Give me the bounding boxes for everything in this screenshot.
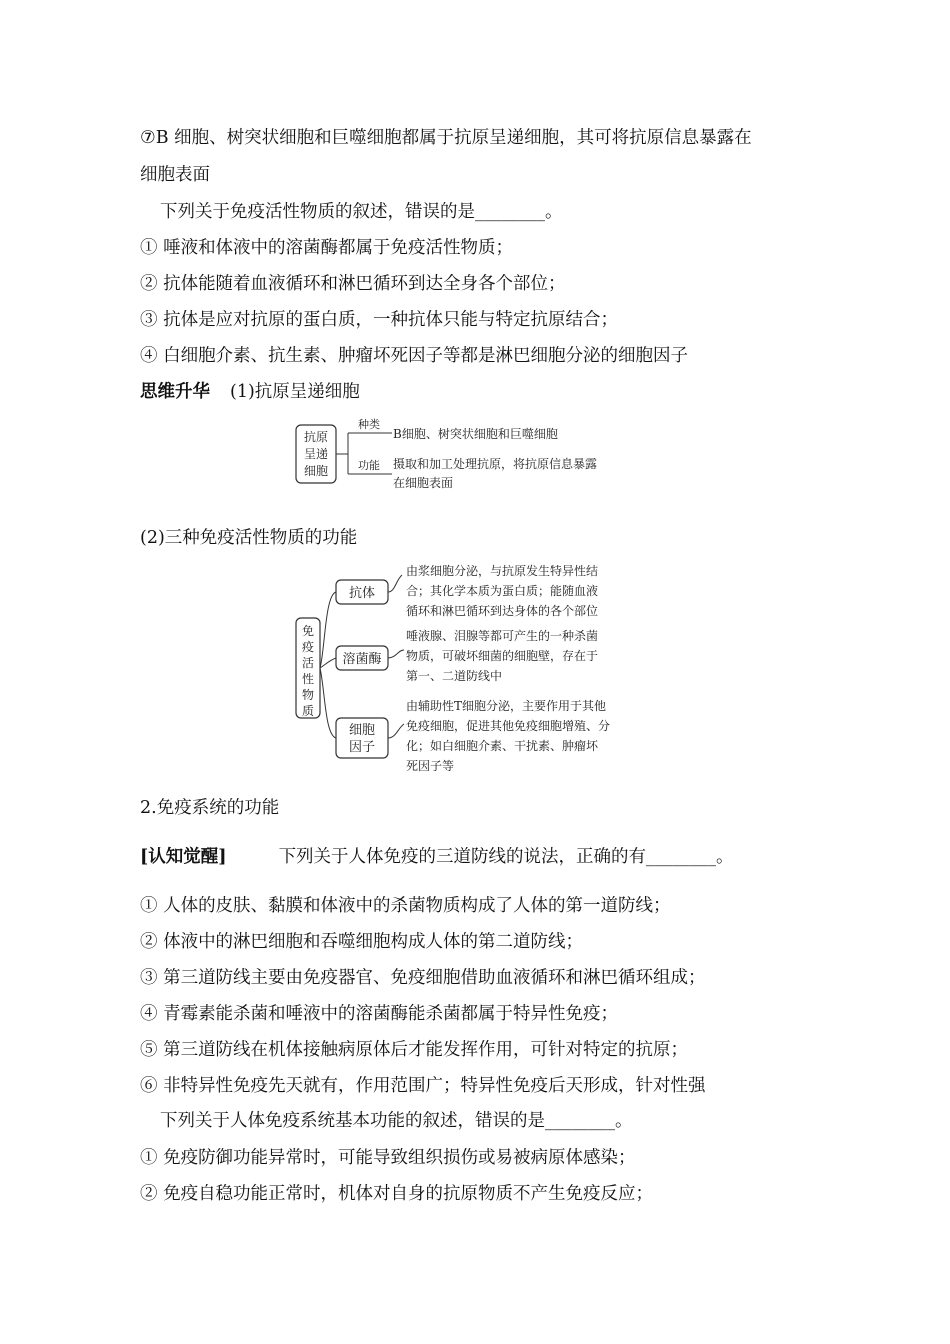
question-immune-substances: 下列关于免疫活性物质的叙述，错误的是________。 bbox=[160, 202, 563, 222]
defense-option-2: ② 体液中的淋巴细胞和吞噬细胞构成人体的第二道防线； bbox=[140, 932, 584, 952]
cytokine-arrow bbox=[388, 724, 404, 738]
diagram-immune-active-substances bbox=[296, 563, 610, 773]
option-1: ① 唾液和体液中的溶菌酶都属于免疫活性物质； bbox=[140, 238, 514, 258]
item7-line1: ⑦B 细胞、树突状细胞和巨噬细胞都属于抗原呈递细胞，其可将抗原信息暴露在 bbox=[140, 128, 752, 148]
cytokine-desc-line2: 免疫细胞，促进其他免疫细胞增殖、分 bbox=[406, 719, 611, 733]
diagram1-root-line2: 呈递 bbox=[303, 447, 329, 461]
diagram2-connector-lysozyme bbox=[320, 658, 336, 668]
function-option-2: ② 免疫自稳功能正常时，机体对自身的抗原物质不产生免疫反应； bbox=[140, 1184, 654, 1204]
thinking-label: 思维升华 bbox=[140, 382, 210, 402]
diagram2-root-char5: 物 bbox=[301, 688, 315, 702]
lysozyme-label: 溶菌酶 bbox=[342, 652, 382, 667]
thinking-sub1: (1)抗原呈递细胞 bbox=[230, 382, 360, 402]
cytokine-label-line1: 细胞 bbox=[348, 723, 376, 738]
cytokine-label-line2: 因子 bbox=[348, 740, 376, 755]
diagram1-branch2-line2: 在细胞表面 bbox=[393, 476, 454, 490]
antibody-label: 抗体 bbox=[348, 586, 376, 601]
item7-line2: 细胞表面 bbox=[140, 165, 210, 185]
cognition-tag: [认知觉醒] bbox=[140, 847, 227, 867]
defense-option-5: ⑤ 第三道防线在机体接触病原体后才能发挥作用，可针对特定的抗原； bbox=[140, 1040, 689, 1060]
diagram1-branch2-line1: 摄取和加工处理抗原，将抗原信息暴露 bbox=[393, 457, 598, 471]
diagram1-branch1-text: B细胞、树突状细胞和巨噬细胞 bbox=[393, 427, 558, 441]
diagram2-connector-cytokine bbox=[320, 668, 336, 738]
diagram2-connector-antibody bbox=[320, 592, 336, 668]
option-4: ④ 白细胞介素、抗生素、肿瘤坏死因子等都是淋巴细胞分泌的细胞因子 bbox=[140, 346, 689, 366]
diagram1-root-line3: 细胞 bbox=[303, 464, 329, 478]
defense-option-3: ③ 第三道防线主要由免疫器官、免疫细胞借助血液循环和淋巴循环组成； bbox=[140, 968, 706, 988]
lysozyme-desc-line1: 唾液腺、泪腺等都可产生的一种杀菌 bbox=[406, 629, 599, 643]
cytokine-desc-line3: 化；如白细胞介素、干扰素、肿瘤坏 bbox=[406, 739, 599, 753]
antibody-arrow bbox=[388, 575, 402, 592]
defense-option-1: ① 人体的皮肤、黏膜和体液中的杀菌物质构成了人体的第一道防线； bbox=[140, 896, 671, 916]
thinking-sub2: (2)三种免疫活性物质的功能 bbox=[140, 528, 358, 548]
cognition-question bbox=[140, 845, 734, 869]
diagram2-root-char4: 性 bbox=[301, 672, 315, 686]
diagram-antigen-presenting-cells bbox=[296, 417, 597, 490]
lysozyme-desc-line2: 物质，可破坏细菌的细胞壁，存在于 bbox=[406, 649, 599, 663]
question-three-lines: 下列关于人体免疫的三道防线的说法，正确的有________。 bbox=[278, 847, 734, 867]
function-option-1: ① 免疫防御功能异常时，可能导致组织损伤或易被病原体感染； bbox=[140, 1148, 636, 1168]
cytokine-desc-line1: 由辅助性T细胞分泌，主要作用于其他 bbox=[406, 699, 607, 713]
diagram1-branch1-label: 种类 bbox=[358, 418, 380, 431]
diagram1-branch2-label: 功能 bbox=[358, 459, 380, 472]
cytokine-desc-line4: 死因子等 bbox=[406, 759, 455, 773]
diagram1-root-line1: 抗原 bbox=[303, 430, 329, 444]
option-3: ③ 抗体是应对抗原的蛋白质，一种抗体只能与特定抗原结合； bbox=[140, 310, 619, 330]
antibody-desc-line3: 循环和淋巴循环到达身体的各个部位 bbox=[406, 604, 599, 618]
diagram2-root-char2: 疫 bbox=[301, 640, 315, 654]
option-2: ② 抗体能随着血液循环和淋巴循环到达全身各个部位； bbox=[140, 274, 566, 294]
defense-option-4: ④ 青霉素能杀菌和唾液中的溶菌酶能杀菌都属于特异性免疫； bbox=[140, 1004, 619, 1024]
antibody-desc-line1: 由浆细胞分泌，与抗原发生特异性结 bbox=[406, 564, 599, 578]
diagram2-root-char6: 质 bbox=[301, 704, 315, 718]
diagram2-root-char3: 活 bbox=[301, 656, 315, 670]
diagram2-root-char1: 免 bbox=[301, 624, 315, 638]
lysozyme-desc-line3: 第一、二道防线中 bbox=[406, 669, 503, 683]
antibody-desc-line2: 合；其化学本质为蛋白质；能随血液 bbox=[406, 584, 599, 598]
question-immune-functions: 下列关于人体免疫系统基本功能的叙述，错误的是________。 bbox=[160, 1111, 633, 1131]
lysozyme-arrow bbox=[388, 650, 404, 658]
defense-option-6: ⑥ 非特异性免疫先天就有，作用范围广；特异性免疫后天形成，针对性强 bbox=[140, 1076, 706, 1096]
section2-heading: 2.免疫系统的功能 bbox=[140, 798, 280, 818]
